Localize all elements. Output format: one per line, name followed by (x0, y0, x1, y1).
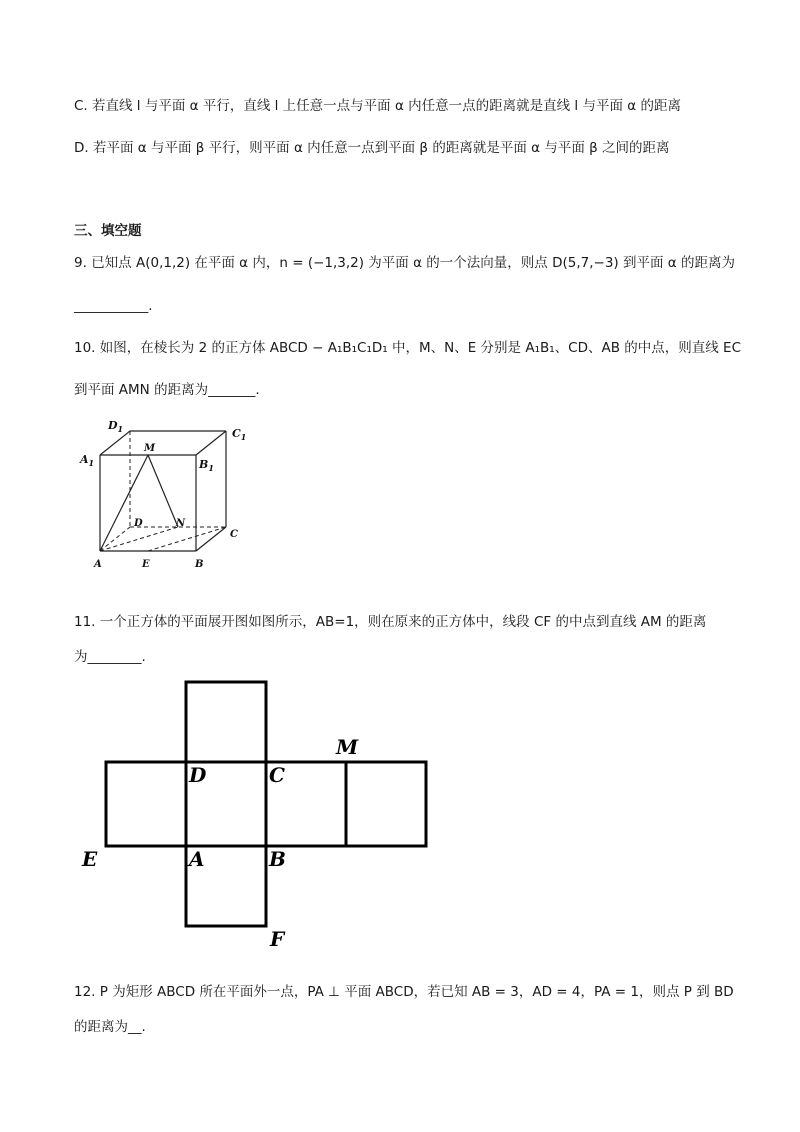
label-m: M (144, 443, 156, 454)
net-figure (76, 672, 436, 952)
q11-line2: 为________. (74, 649, 146, 665)
label-e: E (142, 559, 150, 570)
label-n: N (176, 518, 186, 529)
q11-number: 11. (74, 614, 96, 630)
net-label-e: E (82, 847, 98, 871)
label-c: C (230, 529, 238, 540)
option-c-text: 若直线 l 与平面 α 平行，直线 l 上任意一点与平面 α 内任意一点的距离就是直线 l 与平面 α 的距离 (92, 98, 681, 114)
edge-bc (196, 527, 226, 551)
segment-ec (148, 527, 226, 551)
label-b: B (195, 559, 204, 570)
option-c-label: C. (74, 98, 88, 114)
segment-an (100, 527, 178, 551)
edge-ad (100, 527, 130, 551)
label-d: D (134, 518, 143, 529)
q10-number: 10. (74, 340, 96, 356)
q10-line2: 到平面 AMN 的距离为_______. (74, 382, 260, 398)
q10-line1: 如图，在棱长为 2 的正方体 ABCD − A₁B₁C₁D₁ 中，M、N、E 分别是 A₁B₁、CD、AB 的中点，则直线 EC (99, 340, 742, 356)
question-9 (74, 253, 735, 273)
q12-line2: 的距离为__. (74, 1019, 146, 1035)
net-label-b: B (269, 847, 286, 871)
net-face-right2 (346, 762, 426, 846)
q12-number: 12. (74, 984, 96, 1000)
q12-line1: P 为矩形 ABCD 所在平面外一点，PA ⊥ 平面 ABCD，若已知 AB = 3，AD = 4，PA = 1，则点 P 到 BD (99, 984, 734, 1000)
question-10 (74, 338, 741, 358)
q11-line1: 一个正方体的平面展开图如图所示，AB=1，则在原来的正方体中，线段 CF 的中点到直线 AM 的距离 (99, 614, 707, 630)
section-title: 三、填空题 (74, 223, 142, 239)
label-a1: $A_1$ (80, 453, 95, 468)
net-label-c: C (269, 763, 285, 787)
question-11 (74, 612, 706, 632)
segment-am (100, 455, 148, 551)
q9-answer-blank: ___________. (74, 298, 153, 314)
net-label-a: A (189, 847, 205, 871)
question-12 (74, 982, 734, 1002)
label-a: A (94, 559, 102, 570)
option-d-text: 若平面 α 与平面 β 平行，则平面 α 内任意一点到平面 β 的距离就是平面 α 与平面 β 之间的距离 (92, 140, 670, 156)
option-c (74, 96, 681, 116)
option-d-label: D. (74, 140, 89, 156)
option-d (74, 138, 670, 158)
net-label-m: M (336, 735, 359, 759)
label-b1: $B_1$ (199, 458, 214, 473)
net-face-left (106, 762, 186, 846)
segment-mn (148, 455, 178, 527)
net-label-f: F (270, 927, 285, 951)
edge-b1c1 (196, 431, 226, 455)
cube-figure (76, 415, 266, 575)
label-d1: $D_1$ (108, 419, 124, 434)
q9-text: 已知点 A(0,1,2) 在平面 α 内，n = (−1,3,2) 为平面 α 的一个法向量，则点 D(5,7,−3) 到平面 α 的距离为 (91, 255, 735, 271)
net-label-d: D (189, 763, 207, 787)
net-face-top (186, 682, 266, 762)
label-c1: $C_1$ (232, 427, 247, 442)
q9-number: 9. (74, 255, 87, 271)
edge-a1d1 (100, 431, 130, 455)
